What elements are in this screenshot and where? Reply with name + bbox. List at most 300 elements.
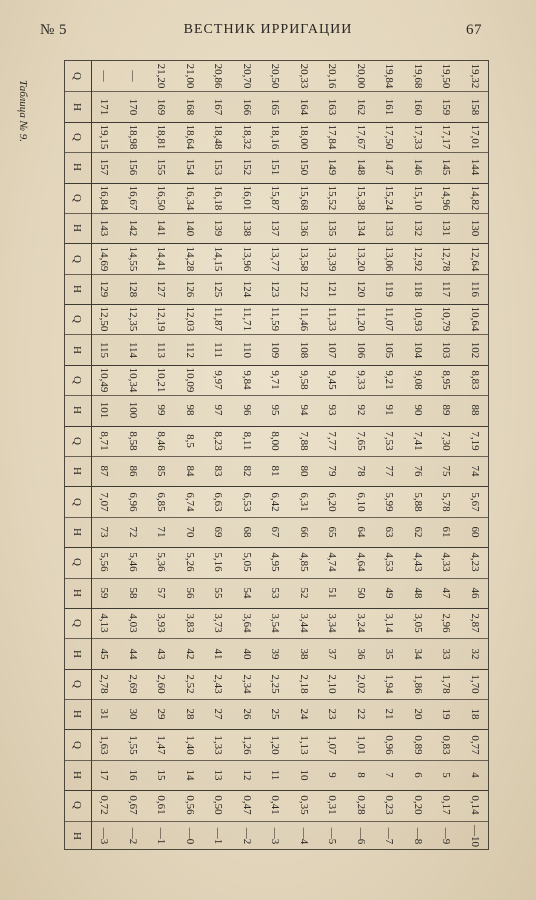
table-cell-value: 2,18 xyxy=(297,674,310,694)
table-cell-value: 4,03 xyxy=(126,613,139,633)
journal-title: ВЕСТНИК ИРРИГАЦИИ xyxy=(183,22,353,37)
table-cell-value: 7,65 xyxy=(354,431,367,451)
table-cell-value: 126 xyxy=(183,280,196,298)
table-cell-value: 6,10 xyxy=(354,491,367,512)
table-cell-value: 2,69 xyxy=(126,674,139,694)
table-cell-value: 20,86 xyxy=(212,63,225,89)
table-cell-value: 138 xyxy=(240,219,253,237)
table-cell-value: 90 xyxy=(411,404,424,416)
table-cell-value: 157 xyxy=(98,159,111,176)
column-header-label: H xyxy=(71,710,83,719)
table-cell-value: — xyxy=(126,70,139,82)
table-cell-value: 31 xyxy=(98,708,111,720)
table-cell-value: 131 xyxy=(440,219,453,237)
table-cell-value: 58 xyxy=(126,587,139,599)
table-cell-value: 15 xyxy=(155,769,168,781)
table-cell-value: 13,77 xyxy=(269,246,282,271)
table-cell-value: 13,20 xyxy=(354,246,367,271)
table-cell-value: 7 xyxy=(383,772,396,778)
table-cell-value: 163 xyxy=(326,98,339,115)
table-cell-value: 16 xyxy=(126,769,139,781)
table-cell-value: —0 xyxy=(183,827,196,845)
table-cell-value: 166 xyxy=(240,98,253,115)
table-cell-value: 72 xyxy=(126,526,139,538)
column-header-label: Q xyxy=(71,801,83,810)
column-header-label: H xyxy=(71,831,83,840)
table-cell-value: 9,58 xyxy=(297,370,310,390)
table-cell-value: 111 xyxy=(212,341,225,358)
table-cell-value: 2,25 xyxy=(269,674,282,694)
table-cell-value: 1,33 xyxy=(212,735,225,755)
table-cell-value: 2,52 xyxy=(183,674,196,694)
table-cell-value: 13,06 xyxy=(383,246,396,271)
table-cell-value: 1,13 xyxy=(297,735,310,755)
table-cell-value: 4,95 xyxy=(269,552,282,572)
table-cell-value: 62 xyxy=(411,526,424,538)
table-cell-value: 17,01 xyxy=(468,124,481,150)
table-cell-value: 16,34 xyxy=(183,185,196,211)
table-cell-value: 20 xyxy=(411,708,424,720)
table-cell-value: 161 xyxy=(383,98,396,115)
table-cell-value: 9 xyxy=(326,772,339,778)
table-cell-value: 24 xyxy=(297,708,310,720)
table-cell-value: 1,63 xyxy=(98,735,111,755)
table-cell-value: 11,20 xyxy=(354,307,367,332)
table-cell-value: 168 xyxy=(183,98,196,115)
table-cell-value: 43 xyxy=(155,648,168,659)
table-cell-value: 82 xyxy=(240,465,253,477)
column-header-label: H xyxy=(71,224,83,233)
table-cell-value: 71 xyxy=(155,526,168,538)
table-cell-value: 11,07 xyxy=(383,307,396,332)
table-cell-value: 9,71 xyxy=(269,370,282,390)
table-cell xyxy=(379,814,401,850)
table-cell-value: 27 xyxy=(212,708,225,720)
table-cell-value: 1,70 xyxy=(468,674,481,694)
table-cell-value: —3 xyxy=(269,827,282,845)
table-cell-value: —4 xyxy=(297,827,310,845)
table-cell-value: 3,64 xyxy=(240,613,253,633)
table-cell-value: —1 xyxy=(155,827,168,845)
table-cell-value: 4,23 xyxy=(468,552,481,572)
table-cell-value: —2 xyxy=(240,827,253,845)
table-cell-value: 129 xyxy=(98,280,111,298)
table-cell xyxy=(408,814,430,850)
table-cell-value: 0,20 xyxy=(411,795,424,816)
table-cell-value: 132 xyxy=(411,219,424,237)
table-cell-value: 110 xyxy=(240,341,253,358)
table-cell-value: 7,88 xyxy=(297,431,310,451)
table-cell-value: 155 xyxy=(155,159,168,176)
table-cell-value: 12,64 xyxy=(468,246,481,271)
table-cell-value: 2,34 xyxy=(240,674,253,694)
table-cell-value: 108 xyxy=(297,341,310,358)
table-cell-value: 127 xyxy=(155,280,168,298)
table-cell-value: 14,41 xyxy=(155,246,168,271)
table-cell-value: 4,33 xyxy=(440,552,453,572)
table-cell-value: 8,71 xyxy=(98,431,111,451)
table-cell-value: 99 xyxy=(155,404,168,416)
table-cell-value: 101 xyxy=(98,402,111,419)
table-cell-value: 0,77 xyxy=(468,735,481,755)
issue-number: № 5 xyxy=(40,22,68,38)
table-cell-value: 13,58 xyxy=(297,246,310,271)
table-cell-value: 8,11 xyxy=(240,431,253,451)
table-cell-value: 16,18 xyxy=(212,185,225,211)
table-cell-value: 53 xyxy=(269,587,282,599)
table-cell-value: 0,47 xyxy=(240,795,253,816)
table-cell-value: 8,46 xyxy=(155,431,168,451)
table-cell-value: 3,73 xyxy=(212,613,225,633)
table-cell-value: —2 xyxy=(126,827,139,845)
table-cell-value: 114 xyxy=(126,341,139,358)
column-header-label: Q xyxy=(71,679,83,688)
table-cell-value: 76 xyxy=(411,465,424,477)
table-cell-value: 2,96 xyxy=(440,613,453,633)
table-cell-value: 78 xyxy=(354,465,367,477)
column-header-label: Q xyxy=(71,315,83,324)
table-cell-value: 25 xyxy=(269,708,282,720)
table-cell-value: 1,01 xyxy=(354,735,367,755)
table-cell-value: 21 xyxy=(383,708,396,720)
table-cell-value: 0,61 xyxy=(155,795,168,816)
table-cell-value: —1 xyxy=(212,827,225,845)
table-cell-value: 13,96 xyxy=(240,246,253,271)
table-cell-value: 12,19 xyxy=(155,306,168,332)
column-header-label: H xyxy=(71,771,83,779)
table-cell-value: 75 xyxy=(440,465,453,477)
table-cell-value: 102 xyxy=(468,341,481,358)
table-cell-value: 5,56 xyxy=(98,552,111,572)
table-cell-value: 130 xyxy=(468,219,481,237)
table-cell-value: 30 xyxy=(126,708,139,720)
table-cell-value: 19,50 xyxy=(440,63,453,89)
table-cell-value: 16,50 xyxy=(155,185,168,211)
table-cell-value: 9,08 xyxy=(411,370,424,390)
table-cell-value: 5,88 xyxy=(411,491,424,512)
table-cell-value: 40 xyxy=(240,648,253,659)
table-cell-value: 33 xyxy=(440,648,453,659)
column-header-label: Q xyxy=(71,376,83,384)
table-cell-value: 9,84 xyxy=(240,370,253,390)
table-cell-value: 147 xyxy=(383,159,396,176)
table-cell-value: 94 xyxy=(297,404,310,416)
table-cell-value: 10,09 xyxy=(183,367,196,393)
table-cell-value: 1,07 xyxy=(326,735,339,755)
table-cell-value: 140 xyxy=(183,219,196,237)
table-cell-value: 46 xyxy=(468,587,481,599)
table-cell-value: 88 xyxy=(468,404,481,416)
table-cell-value: 11 xyxy=(269,769,282,781)
table-cell-value: 19,32 xyxy=(468,63,481,89)
table-cell-value: 1,26 xyxy=(240,735,253,755)
table-cell-value: 148 xyxy=(354,159,367,176)
table-cell xyxy=(294,814,316,850)
column-header-label: H xyxy=(71,163,83,172)
table-cell-value: 145 xyxy=(440,159,453,176)
table-cell-value: 100 xyxy=(126,402,139,419)
table-cell-value: 3,14 xyxy=(383,613,396,633)
table-cell-value: 165 xyxy=(269,98,282,115)
table-cell-value: 45 xyxy=(98,648,111,659)
table-cell-value: 0,28 xyxy=(354,795,367,816)
table-cell-value: 1,20 xyxy=(269,735,282,755)
table-cell-value: 8,83 xyxy=(468,370,481,390)
table-cell-value: 11,71 xyxy=(240,307,253,332)
table-cell-value: 4,13 xyxy=(98,613,111,633)
table-cell xyxy=(465,814,487,850)
column-header xyxy=(67,60,89,98)
table-cell-value: 42 xyxy=(183,648,196,659)
column-header-label: Q xyxy=(71,193,83,202)
table-cell-value: 1,94 xyxy=(383,674,396,694)
table-cell-value: 117 xyxy=(440,280,453,297)
table-cell-value: 74 xyxy=(468,465,481,477)
table-cell-value: 104 xyxy=(411,341,424,358)
table-cell-value: 112 xyxy=(183,341,196,358)
discharge-table xyxy=(64,60,489,850)
table-cell-value: 36 xyxy=(354,648,367,659)
table-cell-value: 1,40 xyxy=(183,735,196,755)
table-cell-value: 56 xyxy=(183,587,196,599)
table-cell-value: 66 xyxy=(297,526,310,538)
table-cell-value: 35 xyxy=(383,648,396,659)
table-cell-value: 34 xyxy=(411,648,424,659)
table-cell-value: 19 xyxy=(440,708,453,720)
table-cell-value: 5,36 xyxy=(155,552,168,572)
table-cell-value: 0,50 xyxy=(212,795,225,816)
table-cell-value: 14,82 xyxy=(468,185,481,211)
table-cell-value: 52 xyxy=(297,587,310,599)
table-cell-value: 14,55 xyxy=(126,246,139,271)
table-cell-value: 8,95 xyxy=(440,370,453,390)
column-header-label: H xyxy=(71,345,83,354)
table-cell-value: 23 xyxy=(326,708,339,720)
table-cell-value: 134 xyxy=(354,219,367,237)
table-cell-value: 16,01 xyxy=(240,185,253,211)
table-cell-value: 119 xyxy=(383,280,396,297)
table-cell-value: 14,28 xyxy=(183,246,196,271)
table-cell-value: 20,16 xyxy=(326,63,339,89)
table-cell-value: 51 xyxy=(326,587,339,599)
table-cell-value: —8 xyxy=(411,827,424,845)
column-header-label: Q xyxy=(71,497,83,506)
header-divider xyxy=(91,61,92,849)
table-cell-value: 141 xyxy=(155,219,168,237)
table-cell-value: 4,64 xyxy=(354,552,367,572)
table-cell-value: 21,00 xyxy=(183,63,196,89)
table-cell-value: 87 xyxy=(98,465,111,477)
table-cell-value: 8,58 xyxy=(126,431,139,451)
table-cell-value: 17,33 xyxy=(411,124,424,150)
column-header-label: Q xyxy=(71,254,83,263)
table-cell-value: 0,31 xyxy=(326,795,339,816)
table-cell-value: —6 xyxy=(354,827,367,845)
table-cell-value: 5,26 xyxy=(183,552,196,572)
table-cell-value: 122 xyxy=(297,280,310,298)
table-cell-value: 83 xyxy=(212,465,225,477)
table-cell-value: 65 xyxy=(326,526,339,538)
table-cell-value: 38 xyxy=(297,648,310,659)
table-cell-value: 2,10 xyxy=(326,674,339,694)
table-cell-value: 15,10 xyxy=(411,185,424,211)
table-cell-value: 5,46 xyxy=(126,552,139,572)
table-cell-value: 15,68 xyxy=(297,185,310,211)
table-cell-value: 5,05 xyxy=(240,552,253,572)
table-cell-value: 7,77 xyxy=(326,431,339,451)
table-cell-value: 123 xyxy=(269,280,282,298)
table-cell-value: 11,87 xyxy=(212,307,225,332)
table-cell-value: 169 xyxy=(155,98,168,115)
table-cell-value: 15,87 xyxy=(269,185,282,211)
table-cell-value: 95 xyxy=(269,404,282,416)
table-cell-value: 13 xyxy=(212,769,225,781)
table-cell-value: 16,67 xyxy=(126,185,139,211)
table-cell-value: 5,16 xyxy=(212,552,225,572)
table-cell-value: 153 xyxy=(212,159,225,176)
table-cell-value: 17,67 xyxy=(354,124,367,150)
table-cell-value: 67 xyxy=(269,526,282,538)
table-cell-value: 139 xyxy=(212,219,225,237)
table-cell-value: 9,45 xyxy=(326,370,339,390)
table-cell-value: 3,05 xyxy=(411,613,424,633)
table-cell-value: 20,00 xyxy=(354,63,367,89)
column-header-label: H xyxy=(71,649,83,658)
table-cell-value: 12,92 xyxy=(411,246,424,271)
table-cell-value: 93 xyxy=(326,404,339,416)
table-cell-value: 8,00 xyxy=(269,431,282,451)
table-cell-value: 151 xyxy=(269,159,282,176)
table-cell-value: —3 xyxy=(98,827,111,845)
table-cell-value: 84 xyxy=(183,465,196,477)
table-cell-value: 5,78 xyxy=(440,491,453,512)
table-cell-value: 3,34 xyxy=(326,613,339,633)
table-cell xyxy=(237,814,259,850)
table-cell-value: 14,15 xyxy=(212,246,225,271)
table-cell-value: 6,31 xyxy=(297,491,310,512)
table-cell-value: 9,33 xyxy=(354,370,367,390)
table-cell-value: 39 xyxy=(269,648,282,659)
table-cell-value: 0,17 xyxy=(440,795,453,816)
table-cell-value: 105 xyxy=(383,341,396,358)
table-cell xyxy=(123,814,145,850)
table-cell-value: 164 xyxy=(297,98,310,115)
table-cell-value: 15,38 xyxy=(354,185,367,211)
table-cell-value: 170 xyxy=(126,98,139,115)
table-cell-value: 156 xyxy=(126,159,139,176)
table-cell-value: 2,60 xyxy=(155,674,168,694)
table-cell-value: 136 xyxy=(297,219,310,237)
table-cell-value: 137 xyxy=(269,219,282,237)
table-cell-value: 7,07 xyxy=(98,491,111,512)
table-cell-value: 7,30 xyxy=(440,431,453,451)
table-cell-value: 0,83 xyxy=(440,735,453,755)
table-cell-value: 2,87 xyxy=(468,613,481,633)
table-cell-value: 116 xyxy=(468,280,481,297)
table-cell-value: 91 xyxy=(383,404,396,416)
table-cell-value: 3,83 xyxy=(183,613,196,633)
table-cell-value: 64 xyxy=(354,526,367,538)
table-cell-value: 7,41 xyxy=(411,431,424,451)
table-cell-value: 73 xyxy=(98,526,111,538)
table-cell-value: 1,78 xyxy=(440,674,453,694)
table-cell-value: 113 xyxy=(155,341,168,358)
column-header-label: Q xyxy=(71,619,83,628)
column-header-label: Q xyxy=(71,740,83,749)
table-cell-value: 11,46 xyxy=(297,307,310,332)
table-cell-value: 4,53 xyxy=(383,552,396,572)
table-cell-value: 118 xyxy=(411,280,424,297)
table-cell-value: 10,79 xyxy=(440,306,453,332)
column-header-label: H xyxy=(71,406,83,415)
table-cell-value: 89 xyxy=(440,404,453,416)
table-cell-value: 63 xyxy=(383,526,396,538)
table-cell-value: 121 xyxy=(326,280,339,298)
table-cell-value: 80 xyxy=(297,465,310,477)
table-cell-value: 12,50 xyxy=(98,306,111,332)
table-cell-value: 10,21 xyxy=(155,367,168,393)
table-cell-value: 98 xyxy=(183,404,196,416)
table-cell-value: 37 xyxy=(326,648,339,659)
table-cell-value: 120 xyxy=(354,280,367,298)
table-cell-value: 17,17 xyxy=(440,124,453,150)
table-cell-value: 9,97 xyxy=(212,370,225,390)
table-cell-value: 4 xyxy=(468,772,481,778)
table-cell-value: 97 xyxy=(212,404,225,416)
table-cell-value: 7,53 xyxy=(383,431,396,451)
table-cell-value: 49 xyxy=(383,587,396,599)
table-cell xyxy=(351,814,373,850)
table-cell-value: 18,16 xyxy=(269,124,282,150)
table-cell-value: 12,78 xyxy=(440,246,453,271)
table-cell-value: 44 xyxy=(126,648,139,659)
table-cell-value: 77 xyxy=(383,465,396,477)
table-cell-value: 12 xyxy=(240,769,253,781)
table-cell-value: 20,50 xyxy=(269,63,282,89)
table-cell xyxy=(94,814,116,850)
table-cell-value: 2,02 xyxy=(354,674,367,694)
table-cell-value: 17 xyxy=(98,769,111,781)
table-cell-value: 32 xyxy=(468,648,481,659)
table-cell-value: — xyxy=(98,70,111,82)
table-cell-value: 96 xyxy=(240,404,253,416)
table-cell-value: 109 xyxy=(269,341,282,358)
table-cell-value: 68 xyxy=(240,526,253,538)
table-cell-value: 2,78 xyxy=(98,674,111,694)
table-cell-value: 5,99 xyxy=(383,491,396,512)
table-cell-value: 0,89 xyxy=(411,735,424,755)
table-cell-value: —5 xyxy=(326,827,339,845)
column-header-label: Q xyxy=(71,436,83,445)
table-cell-value: —10 xyxy=(468,824,481,847)
table-cell-value: 48 xyxy=(411,587,424,599)
table-cell-value: 1,47 xyxy=(155,735,168,755)
table-cell xyxy=(265,814,287,850)
table-cell-value: 16,84 xyxy=(98,185,111,211)
table-cell-value: 3,24 xyxy=(354,613,367,633)
table-cell-value: 3,54 xyxy=(269,613,282,633)
table-cell-value: 1,55 xyxy=(126,735,139,755)
table-cell-value: 149 xyxy=(326,159,339,176)
table-cell-value: 3,93 xyxy=(155,613,168,633)
table-cell-value: 47 xyxy=(440,587,453,599)
table-cell-value: —7 xyxy=(383,827,396,845)
table-cell-value: 8,23 xyxy=(212,431,225,451)
table-cell-value: —9 xyxy=(440,827,453,845)
table-cell xyxy=(180,814,202,850)
table-cell-value: 18 xyxy=(468,708,481,720)
table-cell-value: 160 xyxy=(411,98,424,115)
